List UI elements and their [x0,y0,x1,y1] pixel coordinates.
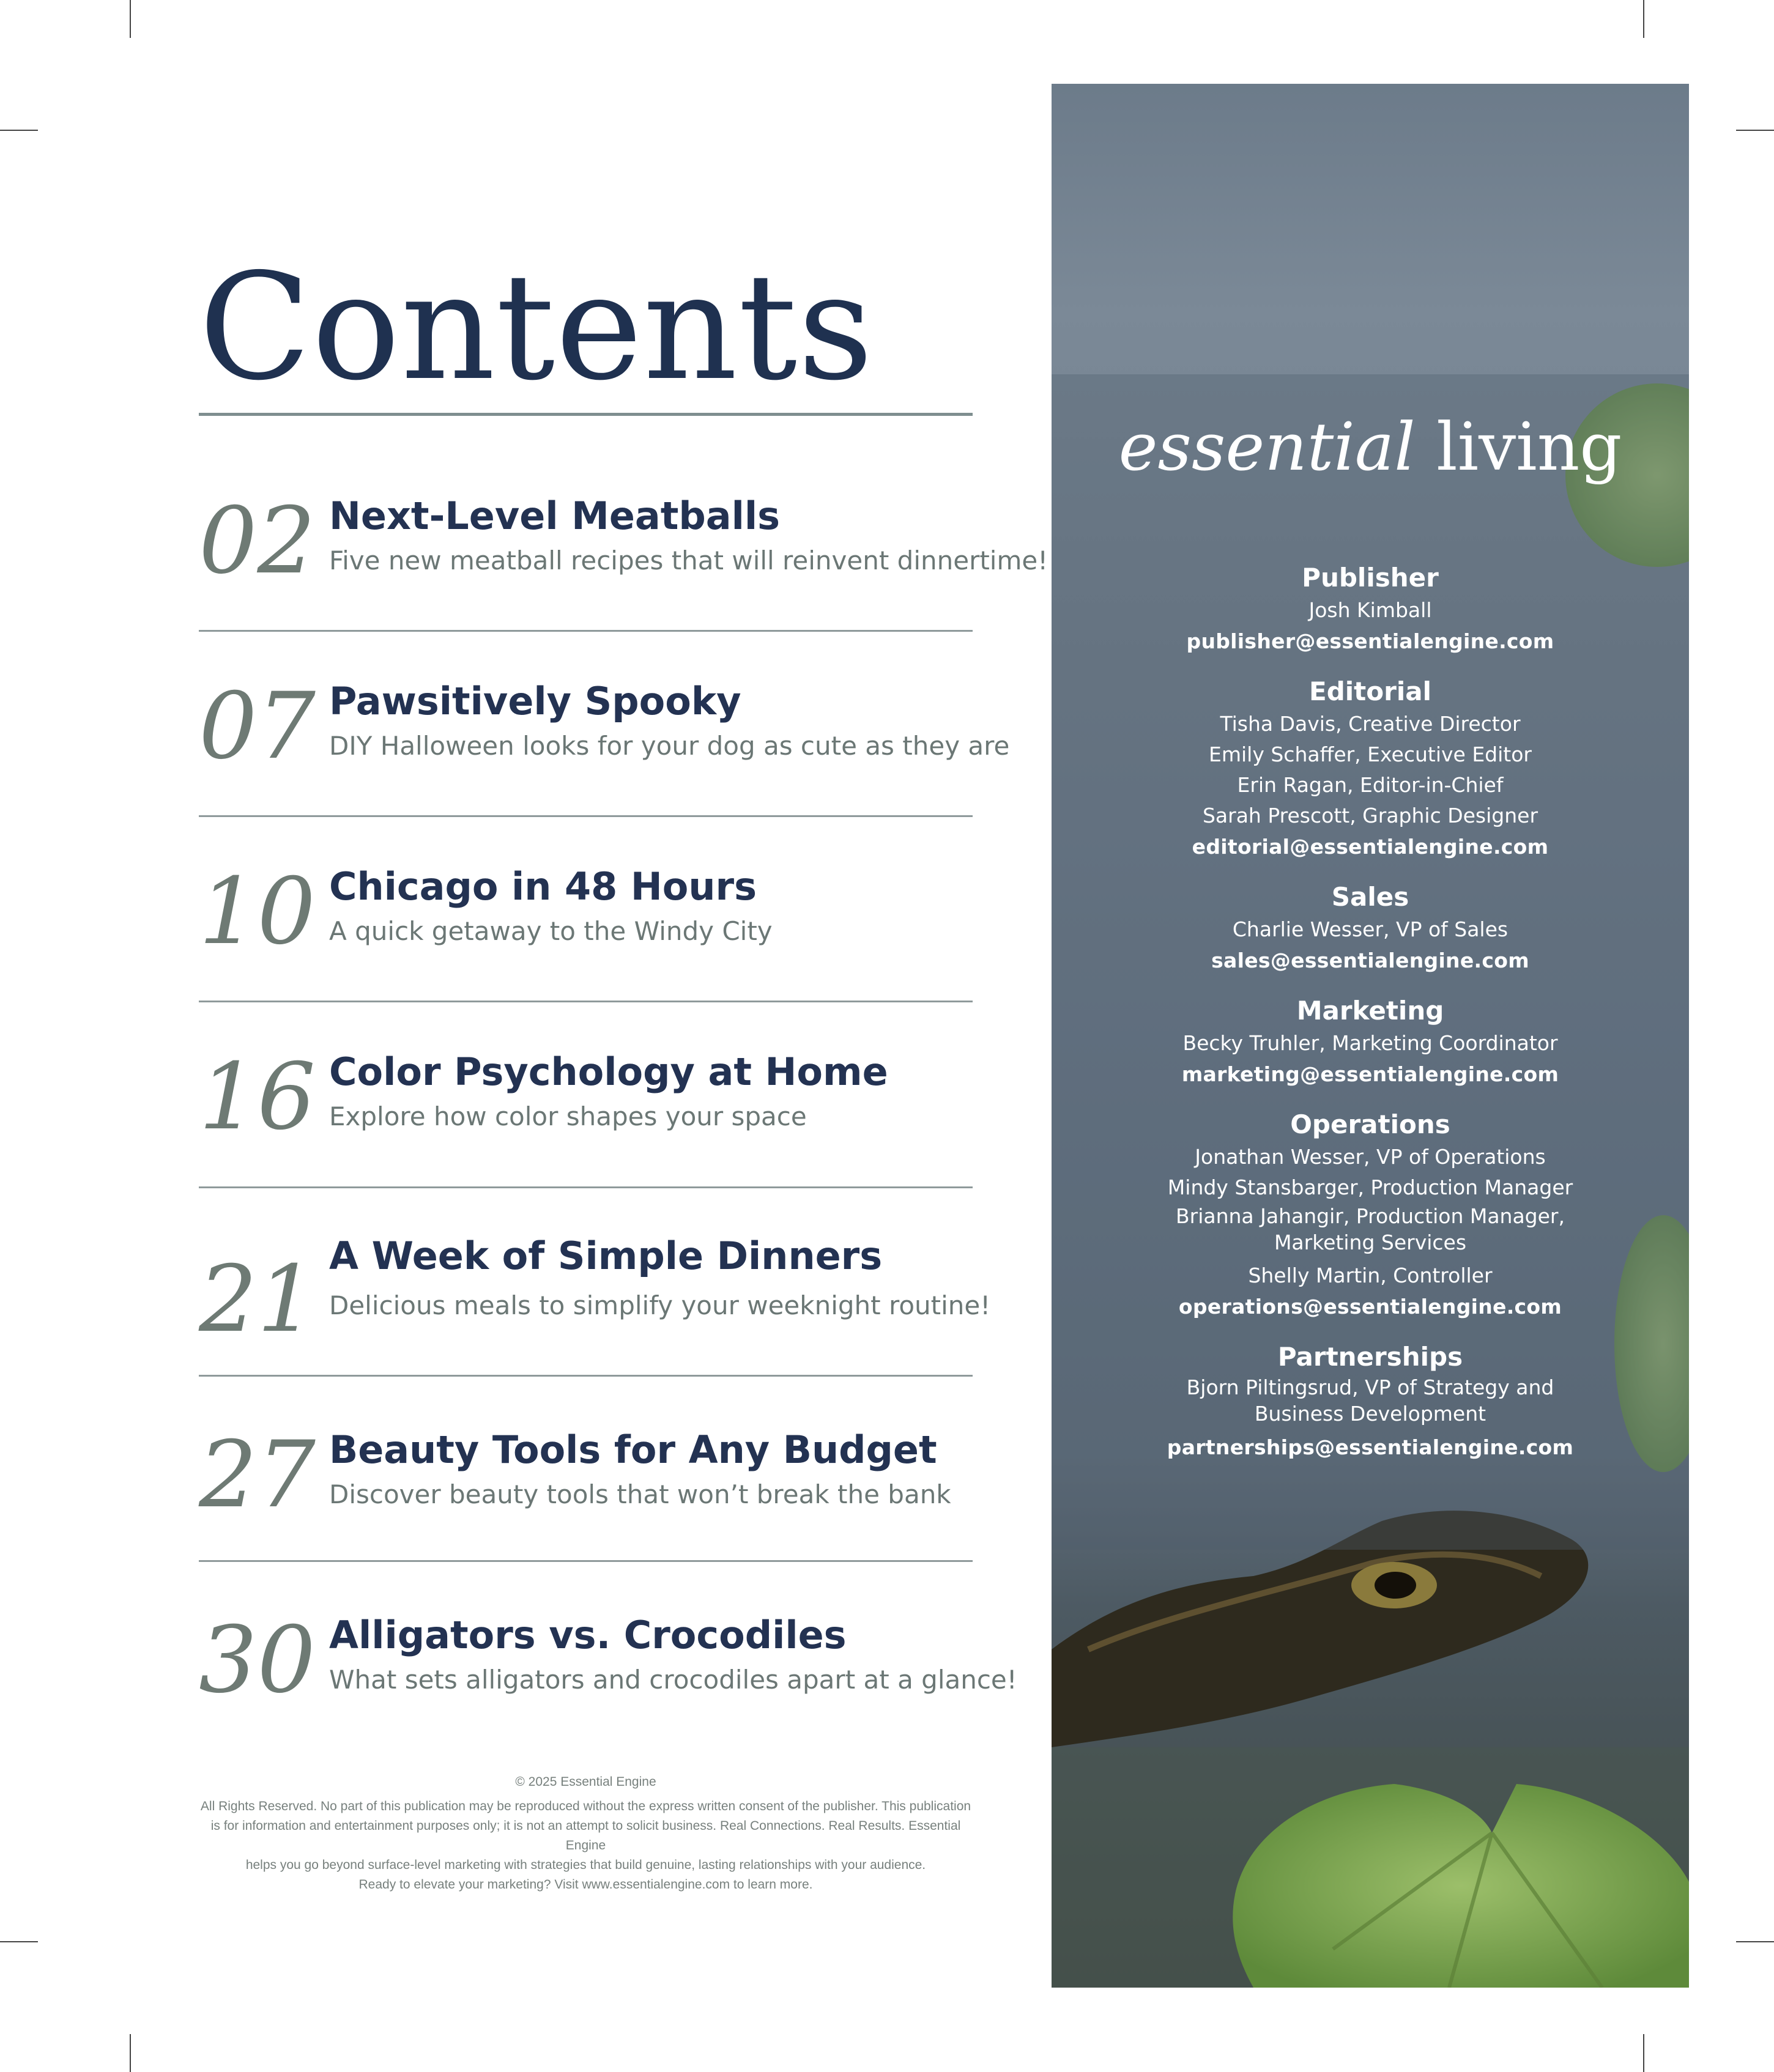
section-heading: Sales [1331,882,1409,912]
entry-divider [199,1560,973,1562]
page-number: 10 [199,859,316,965]
brand-italic: essential [1118,409,1416,486]
legal-footer [199,1772,973,1895]
entry-title[interactable]: Pawsitively Spooky [329,679,741,723]
entry-title[interactable]: Next-Level Meatballs [329,494,781,538]
entry-title[interactable]: A Week of Simple Dinners [329,1234,883,1278]
email-link[interactable]: sales@essentialengine.com [1211,949,1529,972]
crop-mark [130,2034,131,2072]
email-link[interactable]: marketing@essentialengine.com [1181,1062,1559,1086]
page-number: 02 [199,488,316,594]
crop-mark [1643,0,1644,38]
legal-text-line: helps you go beyond surface-level marketing with strategies that build genuine, lasting relationships with your audience. [245,1858,926,1872]
brand-logo [1052,408,1689,487]
entry-subtitle: Delicious meals to simplify your weeknight routine! [329,1290,991,1320]
entry-divider [199,1186,973,1188]
page-number: 30 [199,1607,316,1714]
toc-entry[interactable] [199,1607,1017,1755]
page-number: 16 [199,1044,316,1150]
entry-divider [199,815,973,817]
toc-entry[interactable] [199,1422,973,1570]
entry-title[interactable]: Color Psychology at Home [329,1049,888,1094]
brand-regular: living [1436,409,1622,486]
section-heading: Publisher [1302,563,1439,593]
email-link[interactable]: editorial@essentialengine.com [1192,835,1549,859]
toc-entry[interactable] [199,1234,991,1376]
crop-mark [1736,130,1774,131]
entry-subtitle: A quick getaway to the Windy City [329,916,773,946]
crop-mark [1736,1941,1774,1942]
copyright: © 2025 Essential Engine [515,1775,656,1789]
page-number: 07 [199,673,316,780]
entry-title[interactable]: Chicago in 48 Hours [329,864,757,909]
entry-subtitle: What sets alligators and crocodiles apart at a glance! [329,1665,1017,1695]
entry-divider [199,1001,973,1002]
toc-entry[interactable] [199,859,973,1007]
entry-subtitle: DIY Halloween looks for your dog as cute as they are [329,731,1010,761]
crop-mark [0,1941,38,1942]
page-title: Contents [199,242,874,413]
toc-entry[interactable] [199,1044,973,1192]
section-heading: Partnerships [1277,1342,1463,1372]
staff-name: Brianna Jahangir, Production Manager, Marketing Services [1175,1204,1565,1254]
section-heading: Operations [1290,1109,1450,1139]
entry-divider [199,630,973,632]
legal-text-line: is for information and entertainment purposes only; it is not an attempt to solicit business. Real Connections. Real Results. Essential Engine [210,1819,961,1852]
staff-name: Sarah Prescott, Graphic Designer [1202,804,1538,827]
section-sales [1052,880,1689,977]
staff-name: Tisha Davis, Creative Director [1220,712,1521,736]
alligator-pupil [1375,1572,1416,1599]
section-operations [1052,1108,1689,1323]
email-link[interactable]: partnerships@essentialengine.com [1167,1435,1574,1459]
section-partnerships [1052,1340,1689,1463]
section-heading: Editorial [1309,676,1431,706]
entry-subtitle: Five new meatball recipes that will reinvent dinnertime! [329,546,1048,575]
toc-entry[interactable] [199,488,1048,636]
staff-name: Mindy Stansbarger, Production Manager [1167,1175,1573,1199]
email-link[interactable]: publisher@essentialengine.com [1186,629,1554,653]
section-heading: Marketing [1296,996,1444,1026]
entry-title[interactable]: Alligators vs. Crocodiles [329,1613,847,1657]
page-number: 21 [199,1246,316,1353]
entry-subtitle: Explore how color shapes your space [329,1101,807,1131]
staff-name: Erin Ragan, Editor-in-Chief [1237,773,1504,797]
staff-name: Becky Truhler, Marketing Coordinator [1182,1031,1558,1055]
crop-mark [1643,2034,1644,2072]
crop-mark [0,130,38,131]
crop-mark [130,0,131,38]
staff-list [1052,561,1689,1481]
section-marketing [1052,994,1689,1090]
staff-name: Josh Kimball [1308,598,1432,622]
page-number: 27 [199,1422,316,1528]
title-divider [199,413,973,416]
entry-divider [199,1375,973,1377]
email-link[interactable]: operations@essentialengine.com [1178,1295,1562,1319]
entry-title[interactable]: Beauty Tools for Any Budget [329,1427,937,1472]
staff-name: Emily Schaffer, Executive Editor [1209,742,1532,766]
staff-name: Charlie Wesser, VP of Sales [1232,917,1509,941]
staff-name: Jonathan Wesser, VP of Operations [1195,1145,1546,1169]
legal-text-line: All Rights Reserved. No part of this publication may be reproduced without the express written consent of the publisher. This publication [200,1799,971,1813]
masthead-panel [1052,84,1689,1988]
section-editorial [1052,675,1689,863]
entry-subtitle: Discover beauty tools that won’t break the bank [329,1479,951,1509]
toc-entry[interactable] [199,673,1010,821]
section-publisher [1052,561,1689,657]
staff-name: Shelly Martin, Controller [1248,1264,1493,1287]
legal-text-line: Ready to elevate your marketing? Visit www.essentialengine.com to learn more. [358,1878,813,1892]
staff-name: Bjorn Piltingsrud, VP of Strategy and Business Development [1186,1375,1554,1426]
